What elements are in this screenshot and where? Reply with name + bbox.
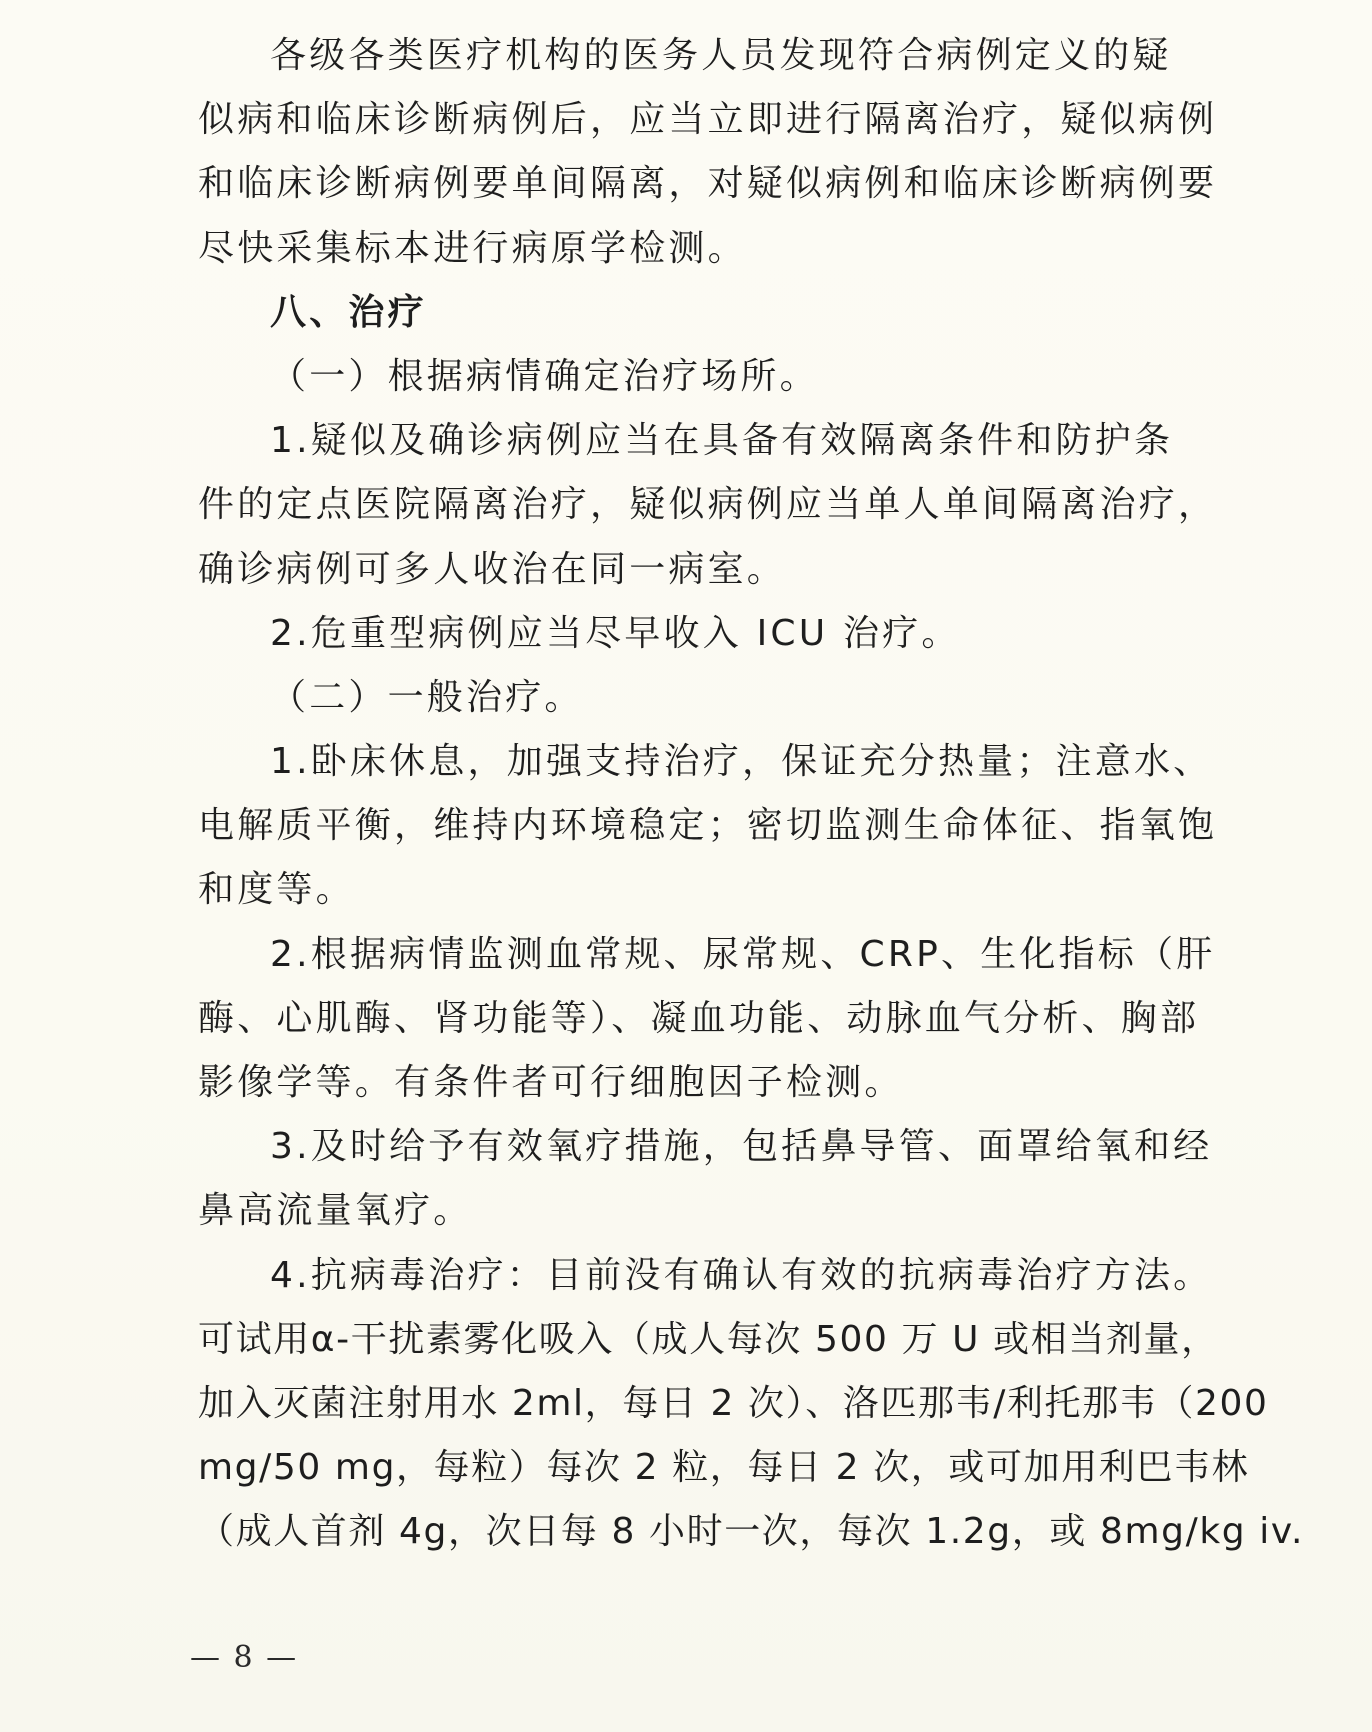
section-heading: 八、治疗 — [270, 291, 427, 333]
text-line: 1.卧床休息，加强支持治疗，保证充分热量；注意水、 — [270, 741, 1213, 783]
subsection-heading: （二）一般治疗。 — [270, 676, 584, 718]
text-line: 尽快采集标本进行病原学检测。 — [198, 227, 747, 269]
text-line: （成人首剂 4g，次日每 8 小时一次，每次 1.2g，或 8mg/kg iv. — [198, 1511, 1305, 1553]
text-line: 加入灭菌注射用水 2ml，每日 2 次）、洛匹那韦/利托那韦（200 — [198, 1382, 1269, 1424]
text-line: 可试用α-干扰素雾化吸入（成人每次 500 万 U 或相当剂量， — [198, 1318, 1219, 1360]
text-line: 酶、心肌酶、肾功能等）、凝血功能、动脉血气分析、胸部 — [198, 997, 1200, 1039]
text-line: mg/50 mg，每粒）每次 2 粒，每日 2 次，或可加用利巴韦林 — [198, 1447, 1250, 1489]
document-body — [198, 24, 1305, 1565]
text-line: 似病和临床诊断病例后，应当立即进行隔离治疗，疑似病例 — [198, 99, 1218, 141]
text-line: 1.疑似及确诊病例应当在具备有效隔离条件和防护条 — [270, 420, 1174, 462]
text-line: 影像学等。有条件者可行细胞因子检测。 — [198, 1062, 904, 1103]
text-line: 电解质平衡，维持内环境稳定；密切监测生命体征、指氧饱 — [198, 805, 1218, 847]
page-number: — 8 — — [190, 1640, 299, 1675]
text-line: 4.抗病毒治疗：目前没有确认有效的抗病毒治疗方法。 — [270, 1254, 1213, 1296]
text-line: 确诊病例可多人收治在同一病室。 — [198, 548, 787, 590]
text-line: 2.危重型病例应当尽早收入 ICU 治疗。 — [270, 612, 961, 654]
text-line: 3.及时给予有效氧疗措施，包括鼻导管、面罩给氧和经 — [270, 1126, 1213, 1168]
text-line: 2.根据病情监测血常规、尿常规、CRP、生化指标（肝 — [270, 933, 1216, 975]
text-line: 鼻高流量氧疗。 — [198, 1190, 473, 1232]
text-line: 和临床诊断病例要单间隔离，对疑似病例和临床诊断病例要 — [198, 163, 1218, 205]
text-line: 件的定点医院隔离治疗，疑似病例应当单人单间隔离治疗， — [198, 484, 1218, 526]
text-line: 各级各类医疗机构的医务人员发现符合病例定义的疑 — [270, 35, 1172, 76]
text-line: 和度等。 — [198, 869, 355, 911]
subsection-heading: （一）根据病情确定治疗场所。 — [270, 355, 819, 397]
